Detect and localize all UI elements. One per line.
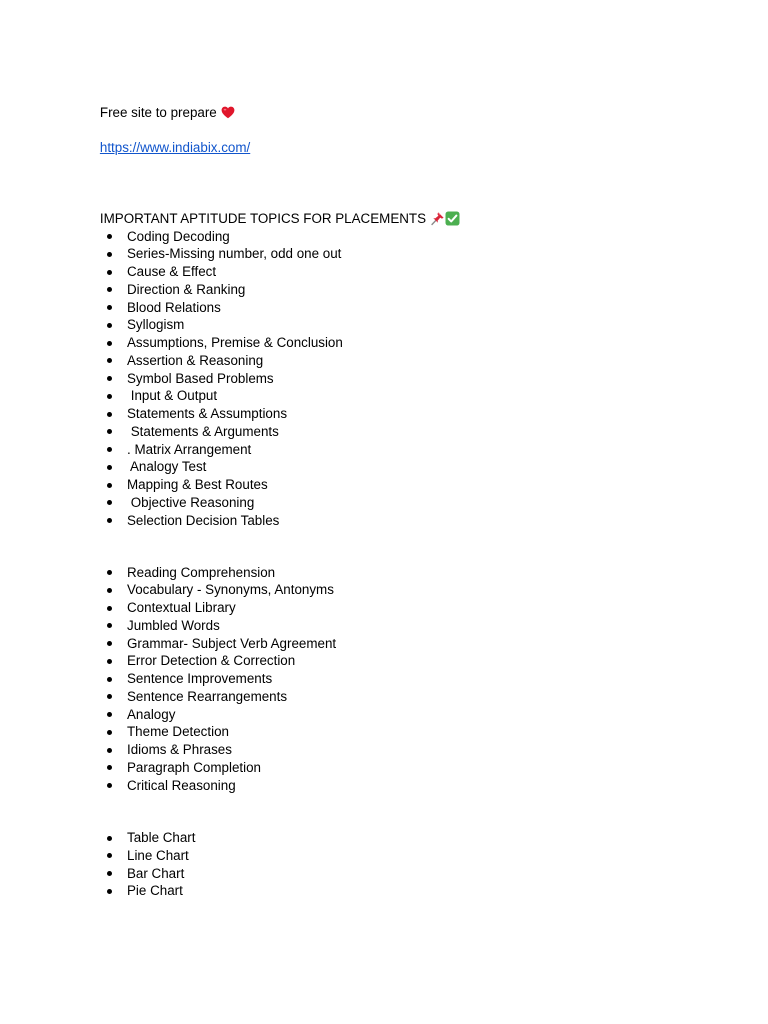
bullet-icon bbox=[107, 853, 112, 858]
list-item-text: Critical Reasoning bbox=[127, 777, 236, 793]
list-item bbox=[104, 670, 336, 688]
bullet-icon bbox=[107, 836, 112, 841]
list-item bbox=[104, 581, 336, 599]
bullet-icon bbox=[107, 783, 112, 788]
pushpin-icon bbox=[430, 211, 445, 226]
list-item-text: Statements & Arguments bbox=[127, 423, 279, 439]
list-item-text: Symbol Based Problems bbox=[127, 370, 274, 386]
list-item bbox=[104, 387, 343, 405]
list-item bbox=[104, 617, 336, 635]
bullet-icon bbox=[107, 500, 112, 505]
bullet-icon bbox=[107, 641, 112, 646]
list-item bbox=[104, 352, 343, 370]
list-item bbox=[104, 635, 336, 653]
data-interpretation-topics-list bbox=[104, 829, 195, 900]
list-item-text: Idioms & Phrases bbox=[127, 742, 232, 757]
list-item-text: Series-Missing number, odd one out bbox=[127, 246, 342, 262]
bullet-icon bbox=[107, 394, 112, 399]
link-line bbox=[85, 122, 250, 173]
list-item bbox=[104, 263, 343, 281]
list-item bbox=[104, 245, 343, 263]
bullet-icon bbox=[107, 570, 112, 575]
reasoning-topics-list bbox=[104, 228, 343, 530]
list-item-text: Grammar- Subject Verb Agreement bbox=[127, 635, 337, 651]
list-item bbox=[104, 865, 195, 883]
bullet-icon bbox=[107, 429, 112, 434]
list-item bbox=[104, 759, 336, 777]
intro-text: Free site to prepare bbox=[99, 105, 217, 120]
bullet-icon bbox=[107, 518, 112, 523]
list-item-text: Pie Chart bbox=[127, 883, 183, 899]
list-item bbox=[104, 688, 336, 706]
bullet-icon bbox=[107, 588, 112, 593]
list-item-text: Contextual Library bbox=[127, 600, 236, 615]
bullet-icon bbox=[107, 712, 112, 717]
list-item-text: Input & Output bbox=[127, 388, 218, 404]
list-item-text: Sentence Improvements bbox=[127, 671, 273, 686]
list-item-text: Syllogism bbox=[127, 317, 185, 333]
list-item-text: Jumbled Words bbox=[127, 617, 220, 633]
list-item-text: Objective Reasoning bbox=[127, 494, 255, 510]
list-item bbox=[104, 405, 343, 423]
list-item-text: Cause & Effect bbox=[127, 264, 217, 279]
list-item-text: Table Chart bbox=[127, 830, 196, 845]
list-item bbox=[104, 723, 336, 741]
bullet-icon bbox=[107, 447, 112, 452]
bullet-icon bbox=[107, 765, 112, 770]
list-item-text: Selection Decision Tables bbox=[127, 512, 280, 528]
list-item bbox=[104, 777, 336, 795]
list-item bbox=[104, 741, 336, 759]
list-item-text: Analogy Test bbox=[127, 459, 207, 475]
list-item-text: Assertion & Reasoning bbox=[127, 352, 264, 368]
list-item-text: Assumptions, Premise & Conclusion bbox=[127, 335, 343, 350]
bullet-icon bbox=[107, 412, 112, 417]
list-item bbox=[104, 281, 343, 299]
list-item bbox=[104, 599, 336, 617]
bullet-icon bbox=[107, 305, 112, 310]
list-item-text: Vocabulary - Synonyms, Antonyms bbox=[127, 582, 334, 598]
list-item-text: Line Chart bbox=[127, 847, 189, 863]
list-item bbox=[104, 652, 336, 670]
list-item bbox=[104, 370, 343, 388]
list-item-text: Mapping & Best Routes bbox=[127, 477, 268, 492]
bullet-icon bbox=[107, 871, 112, 876]
bullet-icon bbox=[107, 376, 112, 381]
list-item-text: Reading Comprehension bbox=[127, 564, 276, 580]
list-item-text: Statements & Assumptions bbox=[127, 406, 288, 421]
list-item bbox=[104, 882, 195, 900]
bullet-icon bbox=[107, 234, 112, 239]
bullet-icon bbox=[107, 483, 112, 488]
list-item bbox=[104, 458, 343, 476]
list-item-text: Coding Decoding bbox=[127, 228, 230, 244]
list-item bbox=[104, 494, 343, 512]
bullet-icon bbox=[107, 287, 112, 292]
list-item bbox=[104, 512, 343, 530]
list-item bbox=[104, 564, 336, 582]
list-item bbox=[104, 441, 343, 459]
list-item-text: Analogy bbox=[127, 706, 176, 722]
list-item bbox=[104, 423, 343, 441]
bullet-icon bbox=[107, 730, 112, 735]
bullet-icon bbox=[107, 694, 112, 699]
bullet-icon bbox=[107, 270, 112, 275]
bullet-icon bbox=[107, 677, 112, 682]
bullet-icon bbox=[107, 252, 112, 257]
list-item-text: Theme Detection bbox=[127, 724, 229, 740]
bullet-icon bbox=[107, 623, 112, 628]
list-item bbox=[104, 847, 195, 865]
bullet-icon bbox=[107, 323, 112, 328]
list-item bbox=[104, 228, 343, 246]
list-item bbox=[104, 476, 343, 494]
list-item-text: Paragraph Completion bbox=[127, 759, 261, 775]
list-item-text: Error Detection & Correction bbox=[127, 653, 296, 669]
bullet-icon bbox=[107, 465, 112, 470]
bullet-icon bbox=[107, 748, 112, 753]
check-mark-button-icon bbox=[445, 211, 460, 226]
heading-text: IMPORTANT APTITUDE TOPICS FOR PLACEMENTS bbox=[99, 211, 427, 226]
bullet-icon bbox=[107, 341, 112, 346]
list-item bbox=[104, 706, 336, 724]
list-item-text: Bar Chart bbox=[127, 865, 185, 881]
red-heart-icon bbox=[221, 106, 235, 119]
indiabix-link[interactable]: https://www.indiabix.com/ bbox=[99, 140, 251, 155]
list-item-text: Blood Relations bbox=[127, 299, 221, 315]
bullet-icon bbox=[107, 889, 112, 894]
list-item bbox=[104, 299, 343, 317]
bullet-icon bbox=[107, 606, 112, 611]
list-item-text: Direction & Ranking bbox=[127, 281, 246, 297]
list-item bbox=[104, 316, 343, 334]
list-item bbox=[104, 829, 195, 847]
bullet-icon bbox=[107, 358, 112, 363]
list-item-text: Sentence Rearrangements bbox=[127, 688, 288, 704]
list-item bbox=[104, 334, 343, 352]
verbal-topics-list bbox=[104, 564, 336, 795]
bullet-icon bbox=[107, 659, 112, 664]
list-item-text: . Matrix Arrangement bbox=[127, 441, 252, 457]
